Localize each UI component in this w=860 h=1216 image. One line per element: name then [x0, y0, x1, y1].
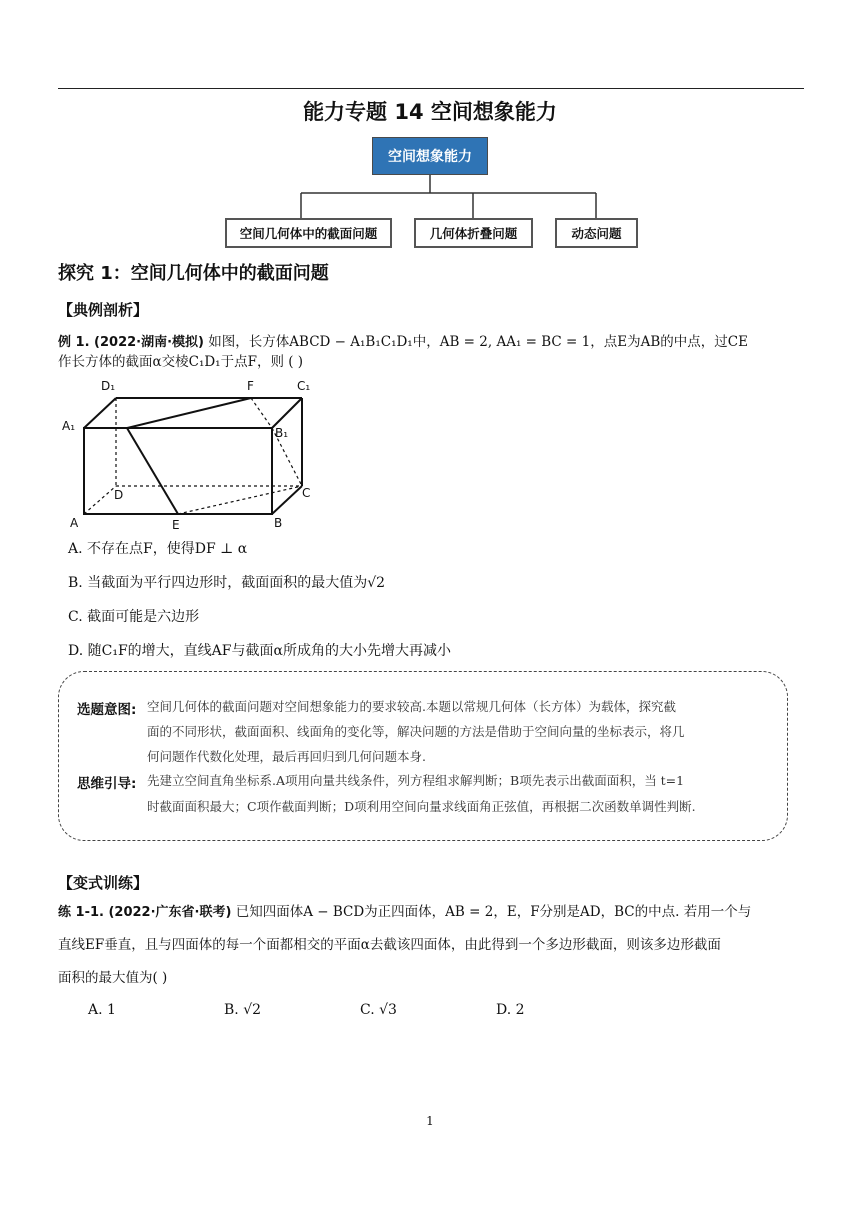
practice-choice-d	[496, 1002, 525, 1018]
example-1-label: 例 1. (2022·湖南·模拟)	[58, 335, 204, 350]
tree-root-node: 空间想象能力	[372, 137, 488, 175]
option-d-letter: D.	[68, 643, 84, 659]
label-E: E	[172, 518, 180, 532]
practice-choice-d-text: 2	[515, 1002, 525, 1018]
label-D: D	[114, 488, 124, 502]
option-d	[68, 640, 451, 662]
practice-choice-a	[88, 1002, 116, 1018]
label-C1: C₁	[297, 379, 311, 393]
page-title: 能力专题 14 空间想象能力	[303, 100, 557, 124]
practice-heading: 【变式训练】	[58, 874, 149, 892]
intent-line2: 面的不同形状，截面面积、线面角的变化等，解决问题的方法是借助于空间向量的坐标表示，将几	[147, 724, 685, 739]
option-c-letter: C.	[68, 609, 83, 625]
practice-choice-b-letter: B.	[224, 1002, 239, 1018]
tree-leaf-folding: 几何体折叠问题	[414, 218, 533, 248]
intent-line1: 空间几何体的截面问题对空间想象能力的要求较高.本题以常规几何体（长方体）为载体，探究截	[147, 699, 676, 714]
practice-choice-a-letter: A.	[88, 1002, 103, 1018]
cuboid-figure	[58, 375, 328, 535]
option-c-text: 截面可能是六边形	[87, 609, 200, 625]
practice-label: 练 1-1. (2022·广东省·联考)	[58, 905, 232, 920]
label-C: C	[302, 486, 311, 500]
practice-line1	[58, 900, 808, 925]
practice-line3: 面积的最大值为( )	[58, 970, 168, 986]
section-heading: 探究 1：空间几何体中的截面问题	[58, 263, 329, 284]
label-F: F	[247, 379, 254, 393]
example-1-text1: 如图，长方体ABCD − A₁B₁C₁D₁中，AB = 2, AA₁ = BC = 1，点E为AB的中点，过CE	[208, 334, 748, 350]
option-b-text: 当截面为平行四边形时，截面面积的最大值为√2	[87, 575, 386, 591]
tree-leaf-cross-section: 空间几何体中的截面问题	[225, 218, 392, 248]
option-d-text: 随C₁F的增大，直线AF与截面α所成角的大小先增大再减小	[87, 643, 451, 659]
practice-choice-b	[224, 1002, 261, 1018]
intent-line3: 何问题作代数化处理，最后再回归到几何问题本身.	[147, 749, 426, 764]
practice-choice-c-text: √3	[379, 1002, 397, 1018]
option-a-text: 不存在点F，使得DF ⊥ α	[87, 541, 248, 557]
label-B: B	[274, 516, 283, 530]
guide-line2: 时截面面积最大；C项作截面判断；D项利用空间向量求线面角正弦值，再根据二次函数单调性判断.	[147, 799, 696, 814]
practice-choice-a-text: 1	[107, 1002, 116, 1018]
option-a-letter: A.	[68, 541, 83, 557]
label-D1: D₁	[101, 379, 116, 393]
guide-label: 思维引导:	[77, 776, 137, 792]
label-B1: B₁	[275, 426, 289, 440]
option-b-letter: B.	[68, 575, 83, 591]
practice-choice-c	[360, 1002, 397, 1018]
practice-choice-c-letter: C.	[360, 1002, 375, 1018]
option-a	[68, 538, 247, 560]
guide-line1: 先建立空间直角坐标系.A项用向量共线条件，列方程组求解判断；B项先表示出截面面积，当 t=1	[147, 773, 685, 788]
label-A: A	[70, 516, 79, 530]
option-c	[68, 606, 199, 628]
practice-line2: 直线EF垂直，且与四面体的每一个面都相交的平面α去截该四面体，由此得到一个多边形截面，则该多边形截面	[58, 937, 721, 953]
tree-leaf-dynamic: 动态问题	[555, 218, 638, 248]
option-b	[68, 572, 385, 594]
page-number: 1	[426, 1114, 434, 1128]
practice-choice-b-text: √2	[243, 1002, 262, 1018]
intent-label: 选题意图:	[77, 702, 137, 718]
label-A1: A₁	[62, 419, 76, 433]
example-heading: 【典例剖析】	[58, 301, 149, 319]
practice-text1: 已知四面体A − BCD为正四面体，AB = 2，E，F分别是AD，BC的中点. 若用一个与	[235, 904, 752, 920]
practice-choice-d-letter: D.	[496, 1002, 512, 1018]
example-1-line2: 作长方体的截面α交棱C₁D₁于点F，则 ( )	[58, 354, 304, 370]
